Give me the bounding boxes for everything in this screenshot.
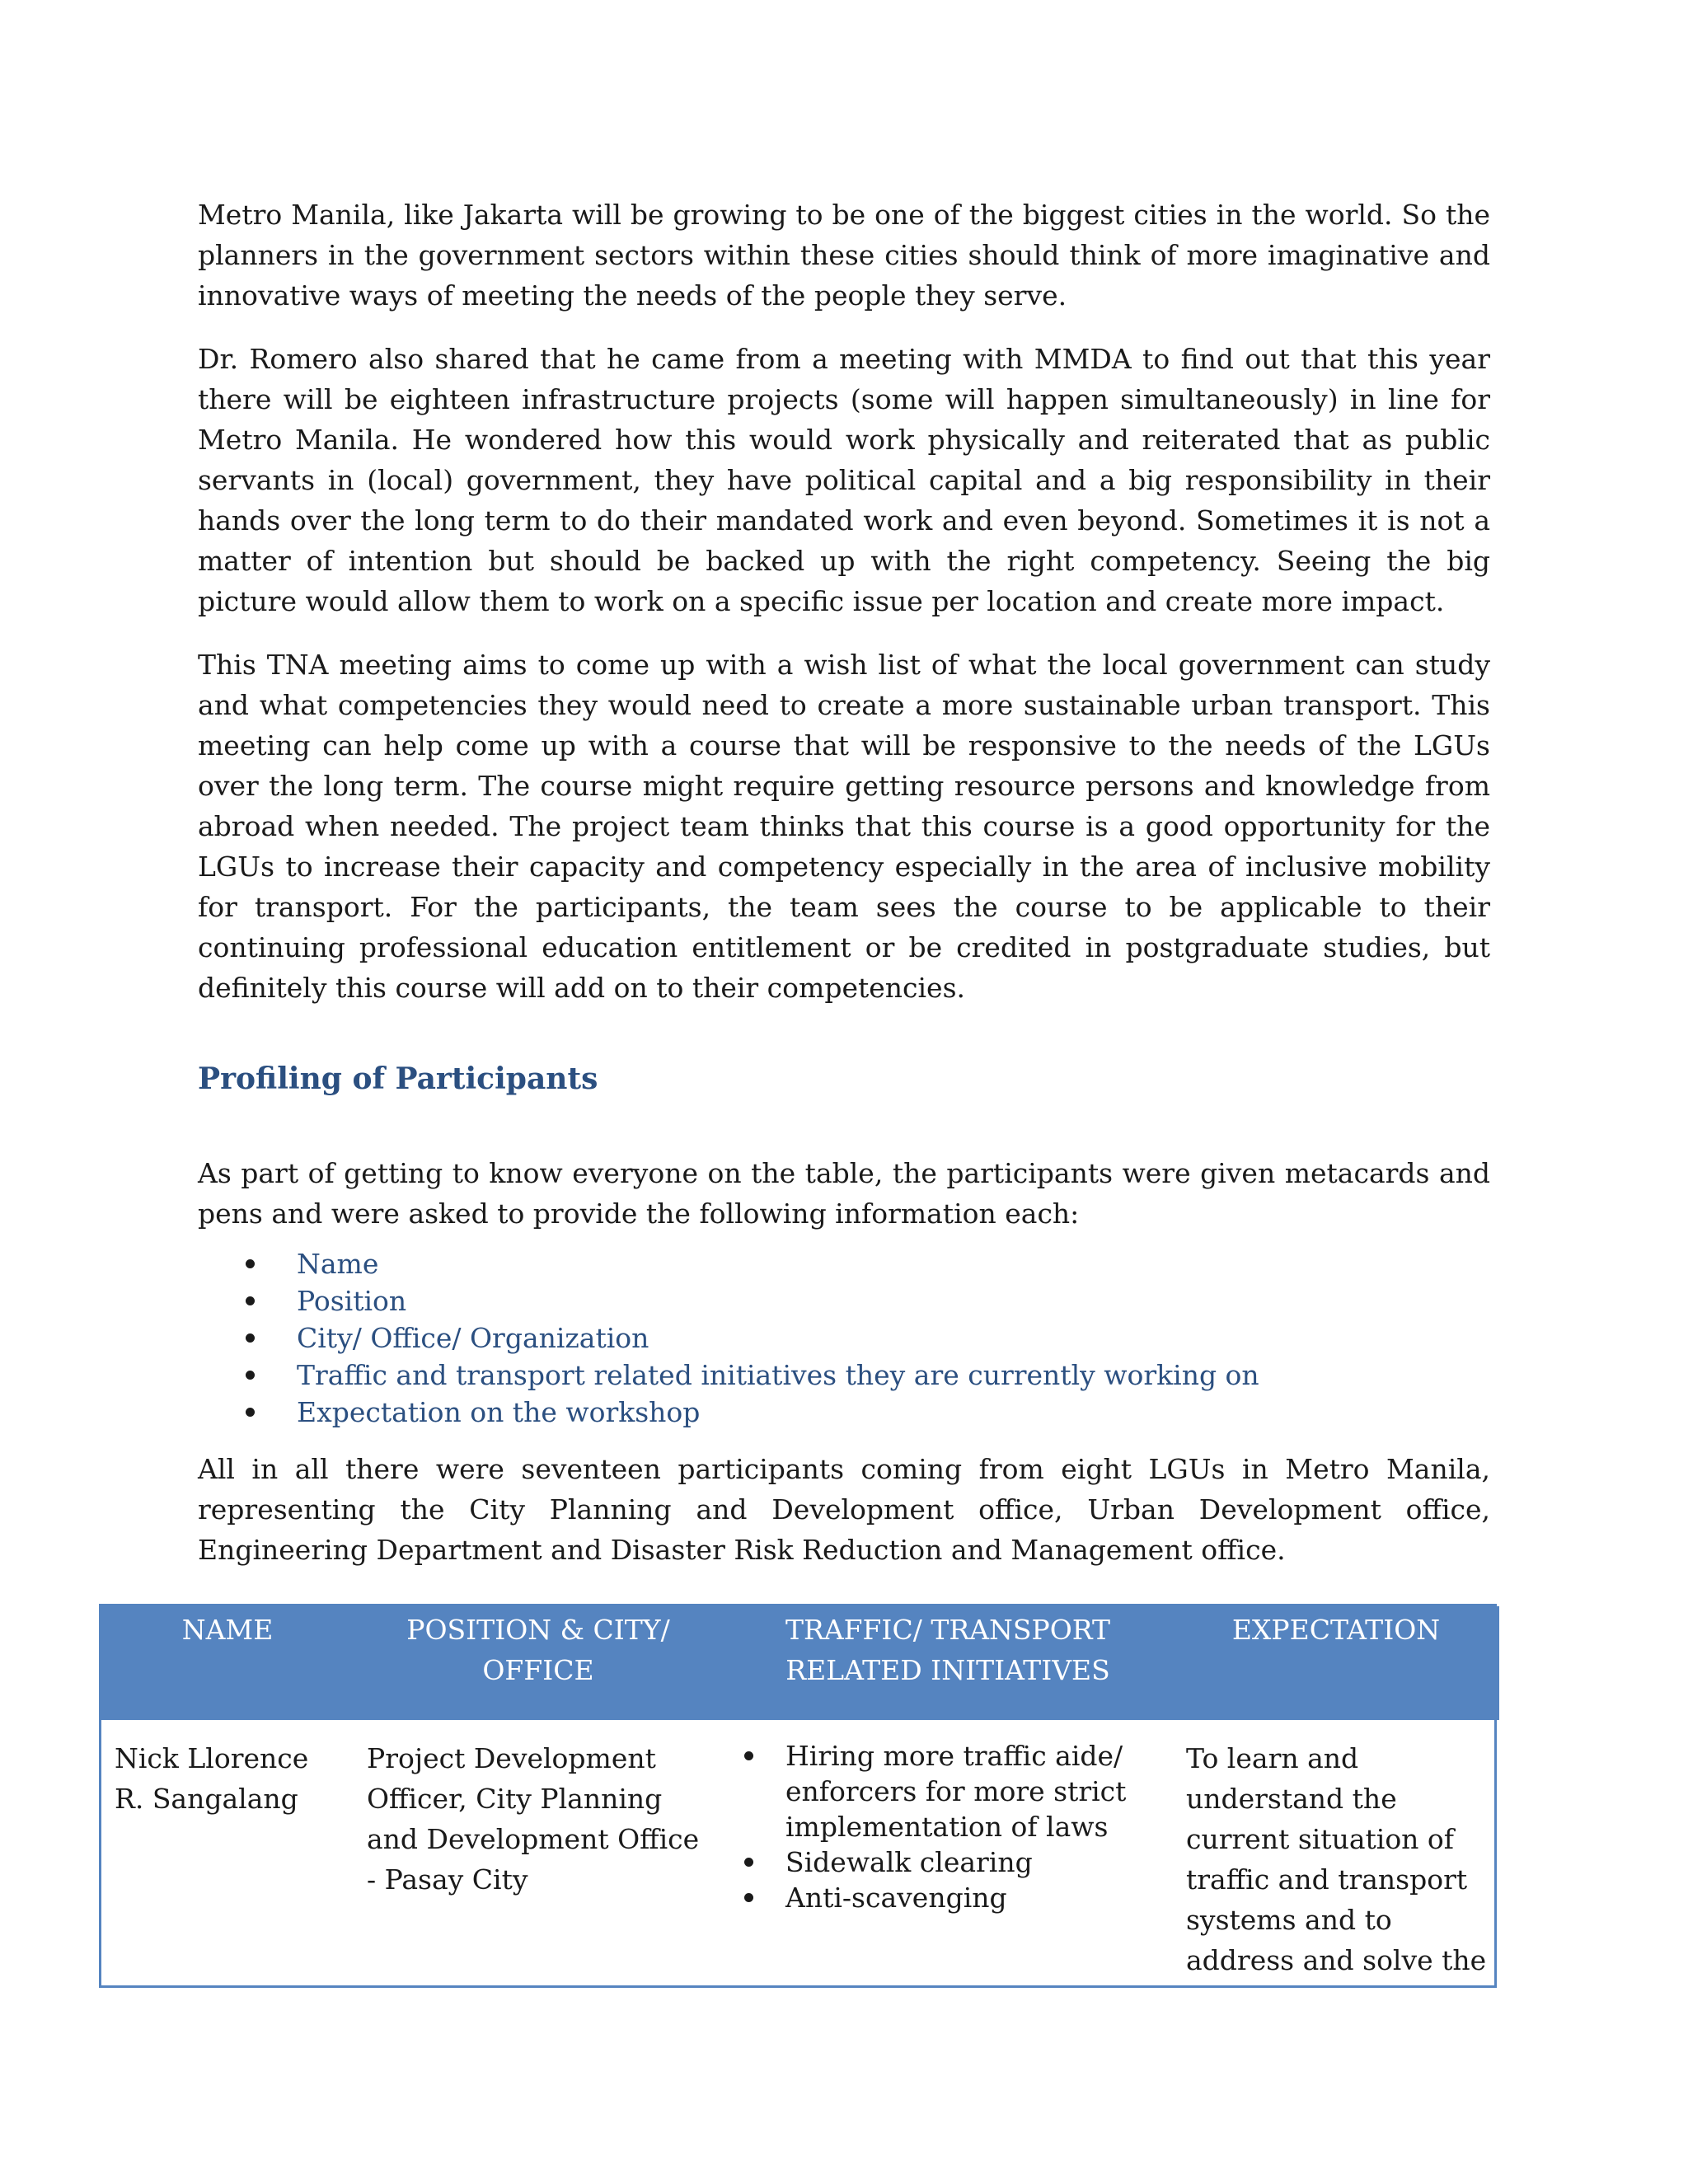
list-item: Sidewalk clearing [736,1844,1161,1880]
section-heading: Profiling of Participants [198,1062,598,1096]
cell-expectation: To learn and understand the current situation of traffic and transport systems and to address and solve the [1186,1742,1487,1976]
paragraph-dr-romero: Dr. Romero also shared that he came from a meeting with MMDA to find out that this year there will be eighteen infrastructure projects (some will happen simultaneously) in line for Metro Manila. He wondered how this would work physically and reiterated that as public servants in (local) government, they have political capital and a big responsibility in their hands over the long term to do their mandated work and even beyond. Sometimes it is not a matter of intention but should be backed up with the right competency. Seeing the big picture would allow them to work on a specific issue per location and create more impact. [198,343,1490,617]
table-header-row [101,1606,1499,1720]
header-initiatives: TRAFFIC/ TRANSPORT RELATED INITIATIVES [723,1606,1173,1720]
paragraph-tna-meeting: This TNA meeting aims to come up with a wish list of what the local government can study and what competencies they would need to create a more sustainable urban transport. This meeting can help come up with a course that will be responsive to the needs of the LGUs over the long term. The course might require getting resource persons and knowledge from abroad when needed. The project team thinks that this course is a good opportunity for the LGUs to increase their capacity and competency especially in the area of inclusive mobility for transport. For the participants, the team sees the course to be applicable to their continuing professional education entitlement or be credited in postgraduate studies, but definitely this course will add on to their competencies. [198,649,1490,1004]
document-body [198,194,1490,1593]
bullet-icon [246,1333,255,1343]
initiatives-list [736,1738,1161,1915]
paragraph-summary: All in all there were seventeen participants coming from eight LGUs in Metro Manila, representing the City Planning and Development office, Urban Development office, Engineering Department and Disaster Risk Reduction and Management office. [198,1453,1490,1566]
cell-initiatives [723,1720,1173,1985]
header-name: NAME [101,1606,354,1720]
header-position: POSITION & CITY/ OFFICE [354,1606,723,1720]
list-item: Anti-scavenging [736,1880,1161,1915]
info-bullet-list [198,1245,1490,1431]
list-item: Name [246,1245,1490,1282]
bullet-icon [246,1296,255,1305]
list-item: Hiring more traffic aide/ enforcers for more strict implementation of laws [736,1738,1161,1844]
bullet-icon [744,1858,753,1867]
participants-table [99,1604,1497,1988]
bullet-icon [246,1408,255,1417]
cell-name: Nick Llorence R. Sangalang [115,1742,309,1815]
header-expectation: EXPECTATION [1173,1606,1499,1720]
list-item: Traffic and transport related initiatives they are currently working on [246,1357,1490,1394]
bullet-icon [744,1751,753,1760]
list-item: Position [246,1282,1490,1319]
paragraph-intro: As part of getting to know everyone on the table, the participants were given metacards and pens and were asked to provide the following information each: [198,1157,1490,1230]
bullet-icon [744,1893,753,1902]
bullet-icon [246,1259,255,1268]
table-row [101,1720,1499,1985]
bullet-icon [246,1371,255,1380]
list-item: City/ Office/ Organization [246,1319,1490,1357]
paragraph-metro-manila: Metro Manila, like Jakarta will be growing to be one of the biggest cities in the world. So the planners in the government sectors within these cities should think of more imaginative and innovative ways of meeting the needs of the people they serve. [198,199,1490,312]
list-item: Expectation on the workshop [246,1394,1490,1431]
cell-position: Project Development Officer, City Planning and Development Office - Pasay City [367,1742,700,1896]
